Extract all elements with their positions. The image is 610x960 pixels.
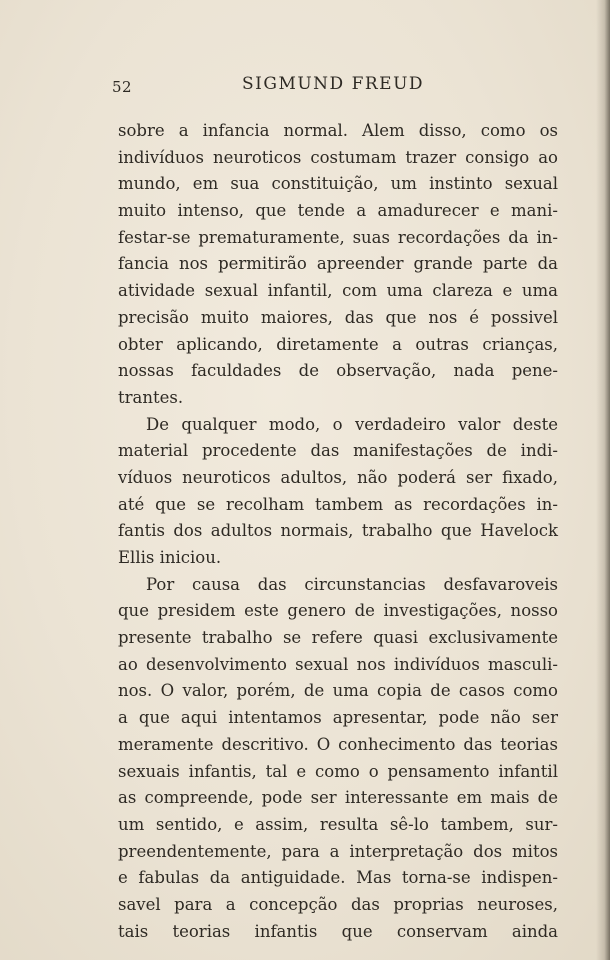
- page-number: 52: [112, 78, 133, 96]
- text-line: atividade sexual infantil, com uma clareza e uma: [118, 281, 558, 301]
- page-header: [112, 74, 562, 104]
- text-line: até que se recolham tambem as recordações in-: [118, 494, 558, 514]
- text-line: trantes.: [118, 387, 184, 407]
- text-line: ao desenvolvimento sexual nos indivíduos masculi-: [118, 654, 558, 674]
- text-line: presente trabalho se refere quasi exclusivamente: [118, 628, 558, 648]
- text-line: Por causa das circunstancias desfavaroveis: [146, 574, 558, 594]
- text-line: as compreende, pode ser interessante em mais de: [118, 788, 558, 808]
- text-line: material procedente das manifestações de indi-: [118, 441, 558, 461]
- paragraph: [118, 572, 558, 946]
- text-line: muito intenso, que tende a amadurecer e mani-: [118, 201, 558, 221]
- text-line: nos. O valor, porém, de uma copia de casos como: [118, 681, 558, 701]
- text-line: e fabulas da antiguidade. Mas torna-se indispen-: [118, 868, 558, 888]
- text-line: savel para a concepção das proprias neuroses,: [118, 894, 558, 914]
- text-line: que presidem este genero de investigações, nosso: [118, 601, 558, 621]
- text-line: fancia nos permitirão apreender grande parte da: [118, 254, 558, 274]
- text-line: meramente descritivo. O conhecimento das teorias: [118, 734, 558, 754]
- text-line: um sentido, e assim, resulta sê-lo tambem, sur-: [118, 814, 558, 834]
- text-line: festar-se prematuramente, suas recordações da in-: [118, 227, 558, 247]
- text-line: a que aqui intentamos apresentar, pode não ser: [118, 708, 558, 728]
- page-body: [118, 118, 558, 945]
- paragraph: [118, 412, 558, 572]
- running-head: SIGMUND FREUD: [242, 74, 425, 94]
- text-line: fantis dos adultos normais, trabalho que Havelock: [118, 521, 558, 541]
- text-line: nossas faculdades de observação, nada pene-: [118, 361, 558, 381]
- text-line: sexuais infantis, tal e como o pensamento infantil: [118, 761, 558, 781]
- text-line: preendentemente, para a interpretação dos mitos: [118, 841, 558, 861]
- page-spine-shadow: [596, 0, 610, 960]
- text-line: De qualquer modo, o verdadeiro valor deste: [146, 414, 558, 434]
- text-line: sobre a infancia normal. Alem disso, como os: [118, 121, 558, 140]
- text-line: mundo, em sua constituição, um instinto sexual: [118, 174, 558, 194]
- text-line: Ellis iniciou.: [118, 548, 222, 567]
- text-line: víduos neuroticos adultos, não poderá ser fixado,: [118, 467, 558, 487]
- text-line: tais teorias infantis que conservam ainda: [118, 921, 558, 941]
- text-line: indivíduos neuroticos costumam trazer consigo ao: [118, 147, 558, 167]
- text-line: precisão muito maiores, das que nos é possivel: [118, 307, 558, 327]
- text-line: obter aplicando, diretamente a outras crianças,: [118, 334, 558, 354]
- paragraph: [118, 118, 558, 412]
